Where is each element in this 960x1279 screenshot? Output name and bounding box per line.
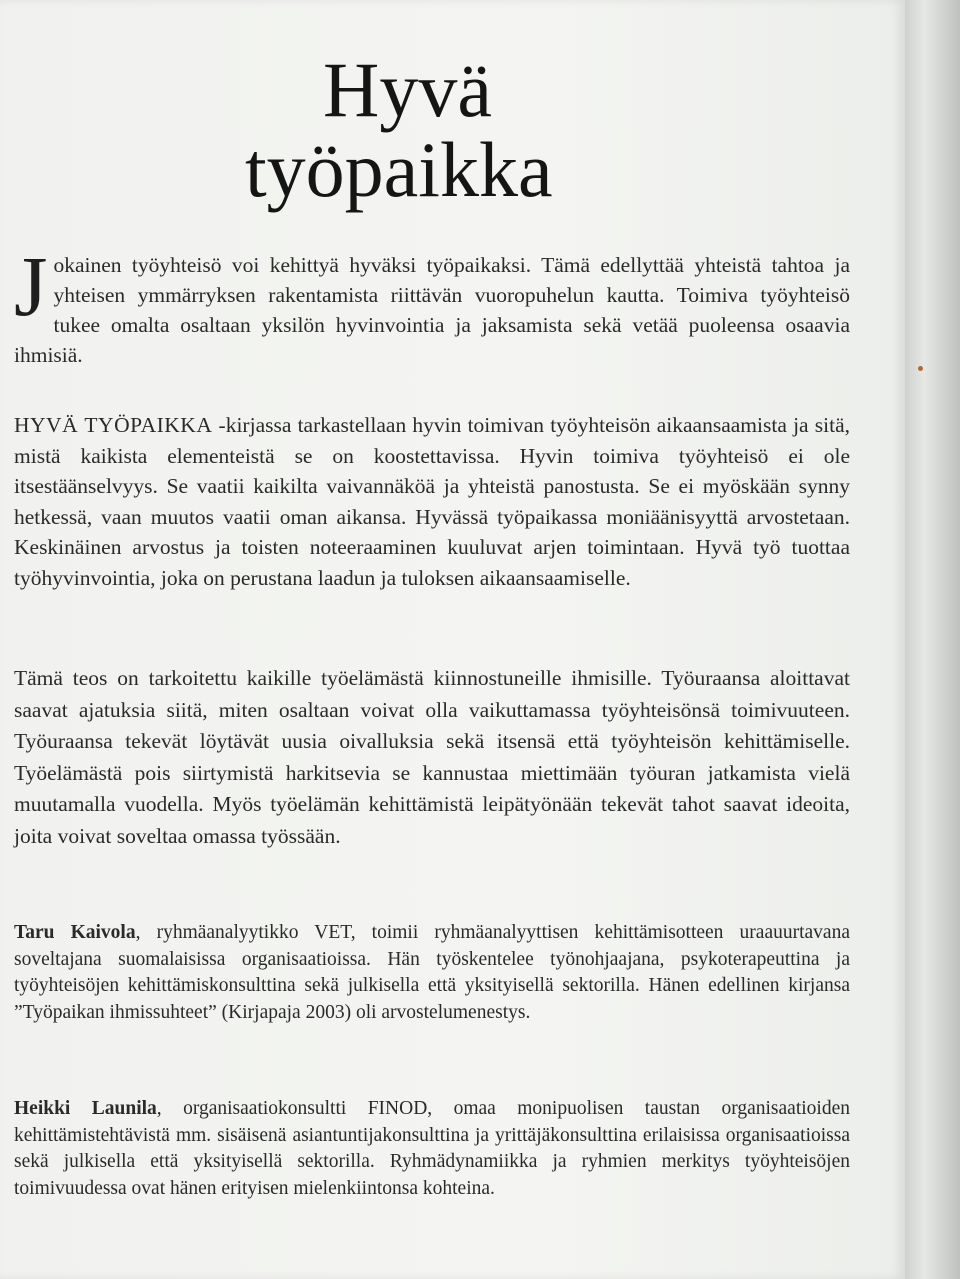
book-title	[245, 46, 665, 213]
description-paragraph	[14, 410, 850, 593]
author-name-1: Taru Kaivola	[14, 922, 136, 943]
intro-text: okainen työyhteisö voi kehittyä hyväksi työpaikaksi. Tämä edellyttää yhteistä tahtoa ja yhteisen ymmärryksen rakentamista riittävän vuoropuhelun kautta. Toimiva työyhteisö tukee omalta osaltaan yksilön hyvinvointia ja jaksamista sekä vetää puoleensa osaavia ihmisiä.	[14, 253, 850, 367]
description-text: -kirjassa tarkastellaan hyvin toimivan työyhteisön aikaansaamista ja sitä, mistä kaikista elementeistä se on koostettavissa. Hyvin toimiva työyhteisö ei ole itsestäänselvyys. Se vaatii kaikilta vaivannäköä ja yhteistä panostusta. Se ei myöskään synny hetkessä, vaan muutos vaatii oman aikansa. Hyvässä työpaikassa moniäänisyyttä arvostetaan. Keskinäinen arvostus ja toisten noteeraaminen kuuluvat arjen toimintaan. Hyvä työ tuottaa työhyvinvointia, joka on perustana laadun ja tuloksen aikaansaamiselle.	[14, 413, 851, 590]
drop-cap: J	[14, 238, 48, 334]
author-bio-1	[14, 920, 850, 1026]
book-spine	[905, 0, 960, 1279]
audience-paragraph: Tämä teos on tarkoitettu kaikille työelämästä kiinnostuneille ihmisille. Työuraansa aloittavat saavat ajatuksia siitä, miten osaltaan voivat olla vaikuttamassa työyhteisönsä toimivuuteen. Työuraansa tekevät löytävät uusia oivalluksia sekä itsensä että työyhteisön kehittämiselle. Työelämästä pois siirtymistä harkitsevia se kannustaa miettimään työuran jatkamista vielä muutamalla vuodella. Myös työelämän kehittämistä leipätyönään tekevät tahot saavat ideoita, joita voivat soveltaa omassa työssään.	[14, 666, 850, 848]
spine-mark	[918, 366, 923, 371]
author-name-2: Heikki Launila	[14, 1098, 157, 1119]
author-bio-2-text: , organisaatiokonsultti FINOD, omaa monipuolisen taustan organisaatioiden kehittämistehtävistä mm. sisäisenä asiantuntijakonsulttina ja yrittäjäkonsulttina erilaisissa organisaatioissa sekä julkisella että yksityisellä sektorilla. Ryhmädynamiikka ja ryhmien merkitys työyhteisöjen toimivuudessa ovat hänen erityisen mielenkiintonsa kohteina.	[14, 1098, 850, 1199]
intro-paragraph	[14, 238, 850, 370]
author-bio-2	[14, 1096, 850, 1202]
author-bio-1-text: , ryhmäanalyytikko VET, toimii ryhmäanalyyttisen kehittämisotteen uraauurtavana soveltajana suomalaisissa organisaatioissa. Hän työskentelee työnohjaajana, psykoterapeuttina ja työyhteisöjen kehittämiskonsulttina sekä julkisella että yksityisellä sektorilla. Hänen edellinen kirjansa ”Työpaikan ihmissuhteet” (Kirjapaja 2003) oli arvostelumenestys.	[14, 922, 850, 1023]
title-line-2: työpaikka	[245, 126, 553, 213]
title-line-1: Hyvä	[323, 46, 492, 133]
book-name-caps: HYVÄ TYÖPAIKKA	[14, 413, 213, 437]
